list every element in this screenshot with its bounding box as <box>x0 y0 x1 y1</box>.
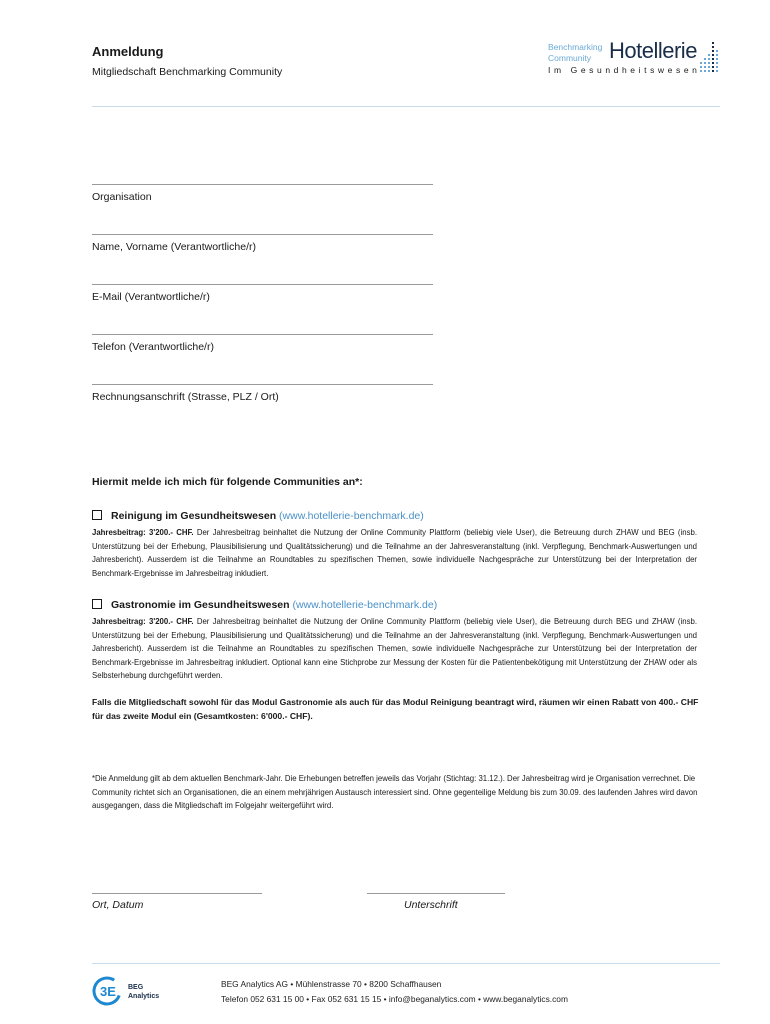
module-gastronomie-name: Gastronomie im Gesundheitswesen <box>111 599 290 611</box>
hotellerie-logo <box>546 38 721 88</box>
organisation-label: Organisation <box>92 191 152 203</box>
beg-analytics-logo <box>92 976 172 1006</box>
module-reinigung-name: Reinigung im Gesundheitswesen <box>111 510 277 522</box>
telefon-input-line[interactable] <box>92 334 433 335</box>
module-reinigung-link[interactable]: (www.hotellerie-benchmark.de) <box>279 510 424 522</box>
communities-heading: Hiermit melde ich mich für folgende Communities an*: <box>92 476 363 488</box>
name-label: Name, Vorname (Verantwortliche/r) <box>92 241 256 253</box>
footer-divider <box>92 963 720 964</box>
gastronomie-checkbox[interactable] <box>92 599 102 609</box>
email-input-line[interactable] <box>92 284 433 285</box>
module-reinigung-fee: Jahresbeitrag: 3'200.- CHF. <box>92 528 194 537</box>
module-gastronomie-text: Der Jahresbeitrag beinhaltet die Nutzung der Online Community Plattform (beliebig viele User), die Betreuung durch BEG und ZHAW (insb. Unterstützung bei der Erhebung, Plausibilisierung und Qualitätssicherung) und die Teilnahme an der Jahresveranstaltung (inkl. Verpflegung, Benchmark-Auswertungen und Jahresbericht). Ausserdem ist die Teilnahme an Roundtables zu spezifischen Themen, sowie individuelle Nachgespräche zur Unterstützung bei der Interpretation der Benchmark-Ergebnisse im Jahresbeitrag inkludiert. Optional kann eine Stichprobe zur Messung der Kosten für die Patientenbekötigung mit Unterstützung der ZHAW oder als Selbsterhebung durchgeführt werden. <box>92 617 697 680</box>
module-reinigung-header <box>92 510 424 522</box>
footer-address: BEG Analytics AG • Mühlenstrasse 70 • 8200 Schaffhausen <box>221 979 442 989</box>
page-title: Anmeldung <box>92 44 164 59</box>
beg-logo-icon <box>92 976 124 1006</box>
rechnungsanschrift-input-line[interactable] <box>92 384 433 385</box>
module-gastronomie-fee: Jahresbeitrag: 3'200.- CHF. <box>92 617 194 626</box>
organisation-input-line[interactable] <box>92 184 433 185</box>
email-label: E-Mail (Verantwortliche/r) <box>92 291 210 303</box>
unterschrift-label: Unterschrift <box>404 899 458 911</box>
name-input-line[interactable] <box>92 234 433 235</box>
logo-tagline: Im Gesundheitswesen <box>548 65 701 75</box>
ort-datum-label: Ort, Datum <box>92 899 144 911</box>
logo-bars-icon <box>699 40 719 74</box>
beg-logo-text: BEG Analytics <box>128 984 160 1000</box>
unterschrift-line[interactable] <box>367 893 505 894</box>
logo-brand-text: Hotellerie <box>609 38 697 63</box>
telefon-label: Telefon (Verantwortliche/r) <box>92 341 214 353</box>
discount-note: Falls die Mitgliedschaft sowohl für das Modul Gastronomie als auch für das Modul Reinigung beantragt wird, räumen wir einen Rabatt von 400.- CHF für das zweite Modul ein (Gesamtkosten: 6'000.- CHF). <box>92 697 699 721</box>
rechnungsanschrift-label: Rechnungsanschrift (Strasse, PLZ / Ort) <box>92 391 279 403</box>
header-divider <box>92 106 720 107</box>
page-subtitle: Mitgliedschaft Benchmarking Community <box>92 66 283 78</box>
logo-benchmarking-text: Benchmarking Community <box>548 42 603 63</box>
module-gastronomie-link[interactable]: (www.hotellerie-benchmark.de) <box>292 599 438 611</box>
module-gastronomie-description <box>92 615 697 683</box>
ort-datum-line[interactable] <box>92 893 262 894</box>
footnote: *Die Anmeldung gilt ab dem aktuellen Benchmark-Jahr. Die Erhebungen betreffen jeweils das Vorjahr (Stichtag: 31.12.). Der Jahresbeitrag wird je Organisation verrechnet. Die Community richtet sich an Organisationen, die an einem mehrjährigen Austausch interessiert sind. Ohne gegenteilige Meldung bis zum 30.09. des laufenden Jahres wird davon ausgegangen, dass die Mitgliedschaft im Folgejahr weitergeführt wird. <box>92 774 698 810</box>
reinigung-checkbox[interactable] <box>92 510 102 520</box>
module-reinigung-description <box>92 526 697 580</box>
module-reinigung-text: Der Jahresbeitrag beinhaltet die Nutzung der Online Community Plattform (beliebig viele User), die Betreuung durch ZHAW und BEG (insb. Unterstützung bei der Erhebung, Plausibilisierung und Qualitätssicherung) und die Teilnahme an der Jahresveranstaltung (inkl. Verpflegung, Benchmark-Auswertungen und Jahresbericht). Ausserdem ist die Teilnahme an Roundtables zu spezifischen Themen, sowie individuelle Nachgespräche zur Unterstützung bei der Interpretation der Benchmark-Ergebnisse im Jahresbeitrag inkludiert. <box>92 528 697 578</box>
module-gastronomie-header <box>92 599 437 611</box>
footer-contact: Telefon 052 631 15 00 • Fax 052 631 15 15 • info@beganalytics.com • www.beganalytics.com <box>221 994 568 1004</box>
svg-text:3E: 3E <box>100 984 116 999</box>
